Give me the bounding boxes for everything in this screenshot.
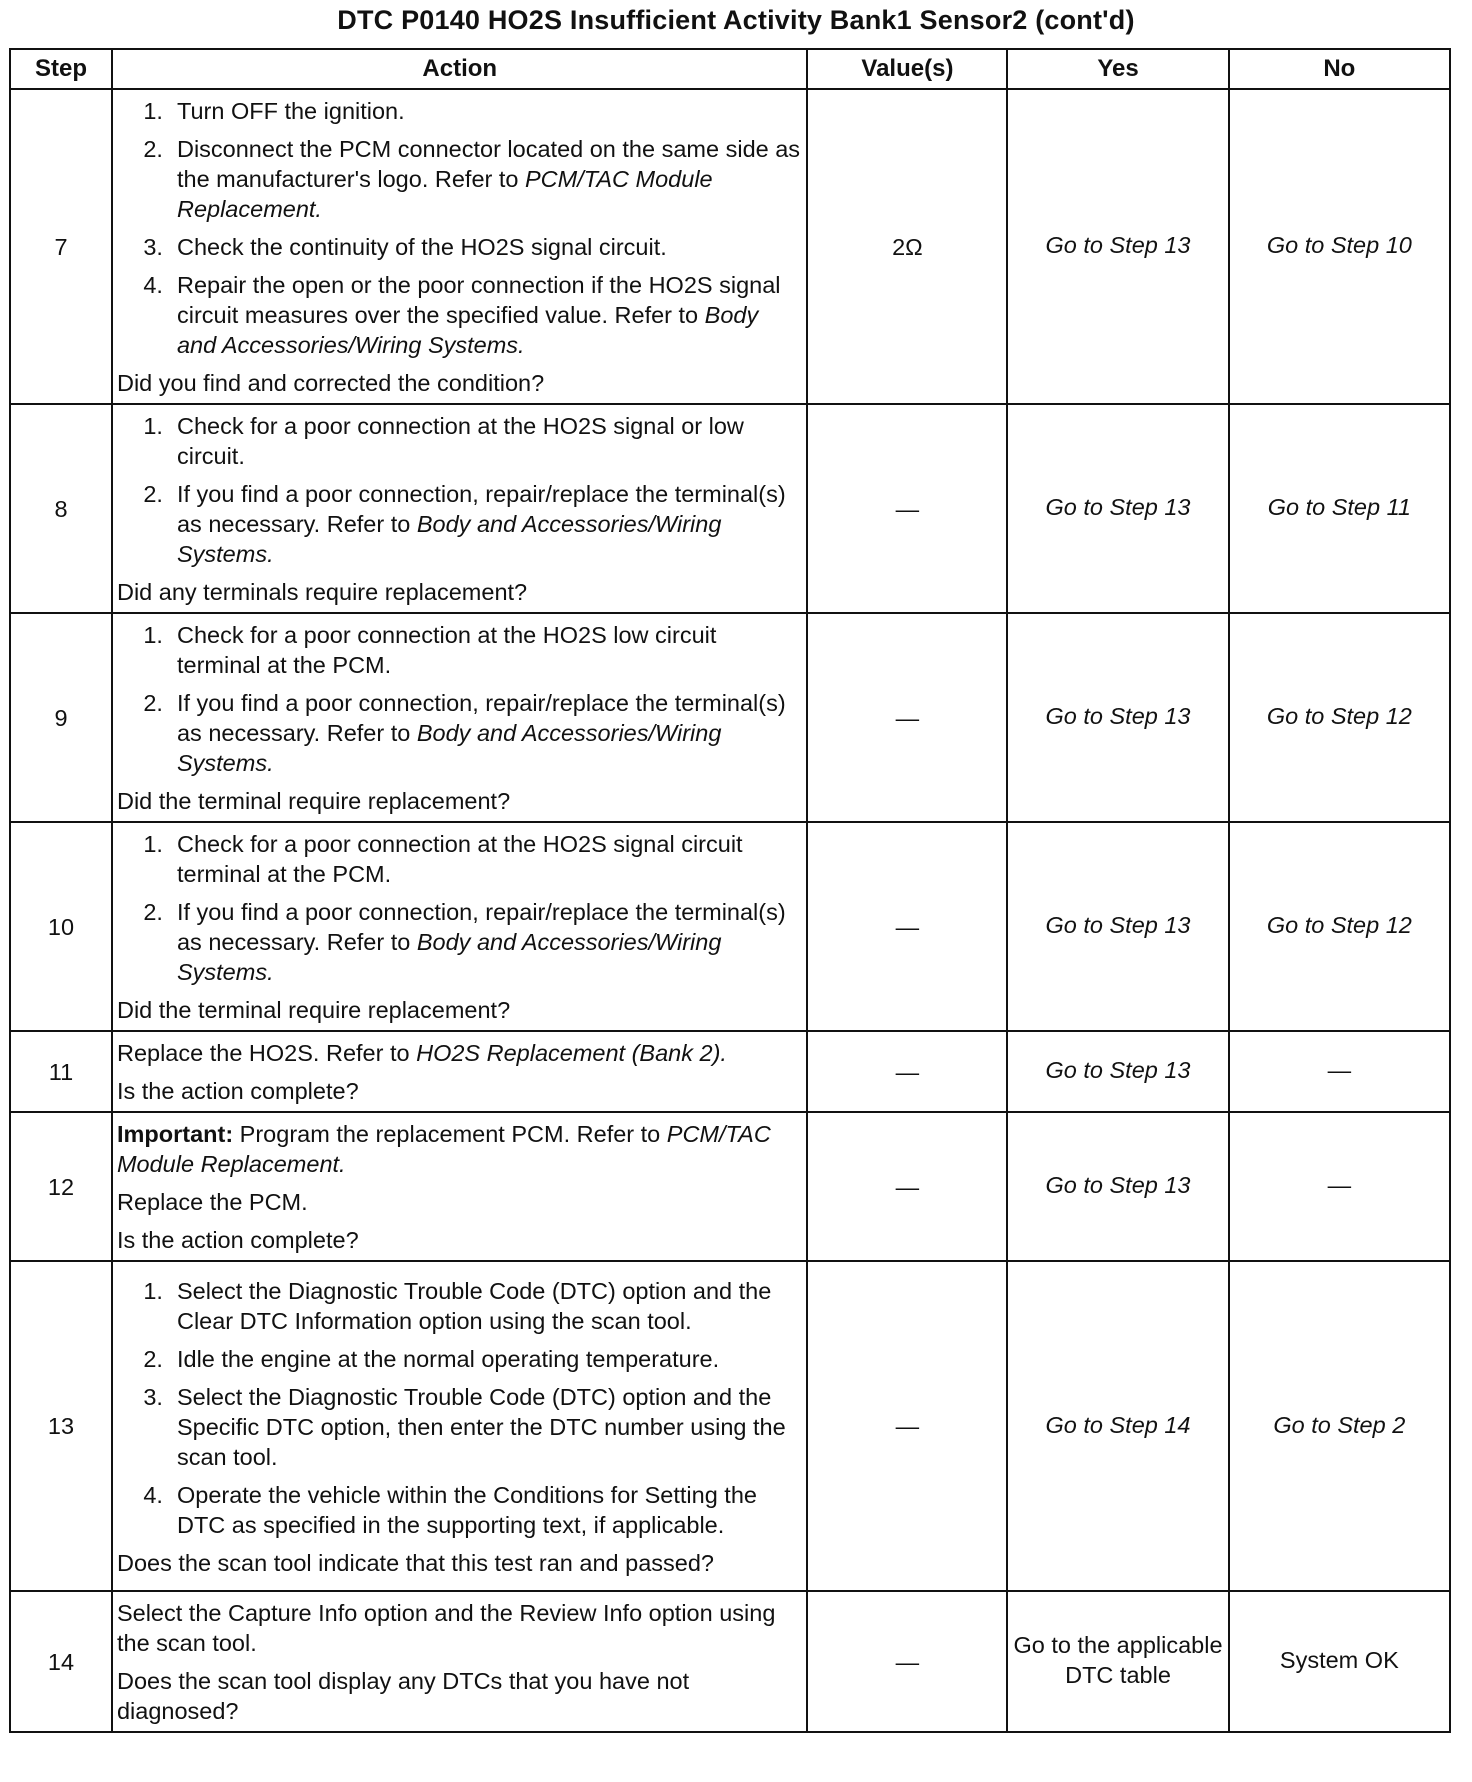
list-text: [177, 134, 803, 224]
step-number: 11: [10, 1031, 112, 1112]
list-text: [177, 829, 803, 889]
action-list-item: [117, 897, 803, 987]
list-number: 3.: [143, 1383, 163, 1410]
yes-cell: Go to the applicable DTC table: [1007, 1591, 1228, 1732]
action-list-item: [117, 829, 803, 889]
action-list-item: [117, 1480, 803, 1540]
no-cell: Go to Step 2: [1229, 1261, 1450, 1591]
yes-cell: Go to Step 13: [1007, 404, 1228, 613]
list-number: 1.: [143, 413, 163, 439]
text-run: If you find a poor connection, repair/replace the terminal(s) as necessary. Refer to: [176, 899, 786, 955]
table-row: [10, 1591, 1450, 1732]
reference-link-text: HO2S Replacement (Bank 2).: [416, 1040, 727, 1066]
header-values: Value(s): [807, 49, 1007, 89]
value-cell: —: [807, 1112, 1007, 1261]
action-list-item: [117, 479, 803, 569]
important-label: Important:: [116, 1121, 234, 1147]
list-text: [177, 897, 803, 987]
list-number: 2.: [143, 481, 163, 507]
action-list-item: [117, 1276, 803, 1336]
action-line: [117, 1038, 803, 1068]
action-line: [117, 1187, 803, 1217]
reference-link-text: Body and Accessories/Wiring Systems.: [176, 720, 722, 776]
list-text: [177, 96, 803, 126]
text-run: Select the Capture Info option and the Review Info option using the scan tool.: [116, 1600, 776, 1656]
yes-cell: Go to Step 14: [1007, 1261, 1228, 1591]
table-row: [10, 1112, 1450, 1261]
no-cell: —: [1229, 1031, 1450, 1112]
text-run: Replace the PCM.: [116, 1189, 308, 1215]
table-header-row: [10, 49, 1450, 89]
value-cell: —: [807, 613, 1007, 822]
action-line: [117, 1598, 803, 1658]
table-row: [10, 89, 1450, 404]
text-run: If you find a poor connection, repair/replace the terminal(s) as necessary. Refer to: [176, 690, 786, 746]
action-list-item: [117, 1344, 803, 1374]
action-cell: [112, 613, 808, 822]
reference-link-text: Body and Accessories/Wiring Systems.: [176, 511, 722, 567]
header-step: Step: [10, 49, 112, 89]
action-list-item: [117, 620, 803, 680]
action-cell: [112, 1261, 808, 1591]
list-number: 4.: [143, 272, 163, 298]
step-number: 9: [10, 613, 112, 822]
list-text: [177, 270, 803, 360]
action-list-item: [117, 411, 803, 471]
no-cell: Go to Step 12: [1229, 822, 1450, 1031]
dtc-table: [9, 48, 1451, 1733]
text-run: Turn OFF the ignition.: [176, 98, 405, 124]
list-number: 1.: [143, 622, 163, 648]
value-cell: —: [807, 1591, 1007, 1732]
list-number: 1.: [143, 831, 163, 857]
step-number: 8: [10, 404, 112, 613]
action-question: Did you find and corrected the condition?: [116, 370, 545, 396]
header-no: No: [1229, 49, 1450, 89]
reference-link-text: PCM/TAC Module Replacement.: [176, 166, 713, 222]
step-number: 7: [10, 89, 112, 404]
list-number: 4.: [143, 1481, 163, 1508]
no-cell: Go to Step 10: [1229, 89, 1450, 404]
step-number: 10: [10, 822, 112, 1031]
reference-link-text: Body and Accessories/Wiring Systems.: [176, 302, 759, 358]
action-list-item: [117, 232, 803, 262]
step-number: 12: [10, 1112, 112, 1261]
text-run: Repair the open or the poor connection if the HO2S signal circuit measures over the specified value. Refer to: [176, 272, 781, 328]
list-text: [177, 620, 803, 680]
header-action: Action: [112, 49, 808, 89]
action-question: Does the scan tool display any DTCs that you have not diagnosed?: [116, 1668, 690, 1724]
action-question: Is the action complete?: [116, 1078, 359, 1104]
no-cell: Go to Step 12: [1229, 613, 1450, 822]
action-question: Did any terminals require replacement?: [116, 579, 528, 605]
action-question: Is the action complete?: [116, 1227, 359, 1253]
value-cell: —: [807, 1261, 1007, 1591]
list-number: 2.: [143, 690, 163, 716]
text-run: If you find a poor connection, repair/replace the terminal(s) as necessary. Refer to: [176, 481, 786, 537]
list-text: [177, 1276, 803, 1336]
action-list-item: [117, 134, 803, 224]
reference-link-text: Body and Accessories/Wiring Systems.: [176, 929, 722, 985]
text-run: Select the Diagnostic Trouble Code (DTC) option and the Specific DTC option, then enter the DTC number using the scan tool.: [176, 1383, 786, 1470]
yes-cell: Go to Step 13: [1007, 89, 1228, 404]
table-row: [10, 822, 1450, 1031]
action-list-item: [117, 1382, 803, 1472]
list-number: 2.: [143, 1345, 163, 1372]
reference-link-text: PCM/TAC Module Replacement.: [116, 1121, 771, 1177]
step-number: 14: [10, 1591, 112, 1732]
step-number: 13: [10, 1261, 112, 1591]
list-text: [177, 688, 803, 778]
action-list-item: [117, 96, 803, 126]
text-run: Replace the HO2S. Refer to: [116, 1040, 417, 1066]
list-text: [177, 1382, 803, 1472]
table-body: [10, 89, 1450, 1732]
table-row: [10, 1261, 1450, 1591]
text-run: Disconnect the PCM connector located on the same side as the manufacturer's logo. Refer to: [176, 136, 801, 192]
action-question: Did the terminal require replacement?: [116, 788, 511, 814]
action-list-item: [117, 270, 803, 360]
table-row: [10, 404, 1450, 613]
action-question: Does the scan tool indicate that this test ran and passed?: [116, 1549, 714, 1576]
action-cell: [112, 89, 808, 404]
table-row: [10, 1031, 1450, 1112]
action-cell: [112, 1591, 808, 1732]
list-text: [177, 411, 803, 471]
action-line: [117, 1119, 803, 1179]
no-cell: —: [1229, 1112, 1450, 1261]
text-run: Check for a poor connection at the HO2S signal or low circuit.: [176, 413, 744, 469]
list-number: 2.: [143, 899, 163, 925]
value-cell: —: [807, 404, 1007, 613]
table-row: [10, 613, 1450, 822]
text-run: Select the Diagnostic Trouble Code (DTC) option and the Clear DTC Information option using the scan tool.: [176, 1277, 772, 1334]
list-text: [177, 1480, 803, 1540]
no-cell: Go to Step 11: [1229, 404, 1450, 613]
list-number: 1.: [143, 1277, 163, 1304]
list-text: [177, 479, 803, 569]
action-list-item: [117, 688, 803, 778]
text-run: Check the continuity of the HO2S signal circuit.: [176, 234, 667, 260]
text-run: Idle the engine at the normal operating temperature.: [176, 1345, 720, 1372]
action-question: Did the terminal require replacement?: [116, 997, 511, 1023]
list-number: 1.: [143, 98, 163, 124]
yes-cell: Go to Step 13: [1007, 1112, 1228, 1261]
text-run: Check for a poor connection at the HO2S signal circuit terminal at the PCM.: [176, 831, 743, 887]
list-number: 2.: [143, 136, 163, 162]
value-cell: 2Ω: [807, 89, 1007, 404]
header-yes: Yes: [1007, 49, 1228, 89]
yes-cell: Go to Step 13: [1007, 822, 1228, 1031]
list-text: [177, 1344, 803, 1374]
no-cell: System OK: [1229, 1591, 1450, 1732]
yes-cell: Go to Step 13: [1007, 613, 1228, 822]
action-cell: [112, 1112, 808, 1261]
text-run: Operate the vehicle within the Conditions for Setting the DTC as specified in the supporting text, if applicable.: [176, 1481, 757, 1538]
yes-cell: Go to Step 13: [1007, 1031, 1228, 1112]
list-number: 3.: [143, 234, 163, 260]
action-cell: [112, 1031, 808, 1112]
text-run: Check for a poor connection at the HO2S low circuit terminal at the PCM.: [176, 622, 717, 678]
page-title: DTC P0140 HO2S Insufficient Activity Bank1 Sensor2 (cont'd): [337, 5, 1135, 35]
list-text: [177, 232, 803, 262]
action-cell: [112, 404, 808, 613]
value-cell: —: [807, 1031, 1007, 1112]
value-cell: —: [807, 822, 1007, 1031]
text-run: Program the replacement PCM. Refer to: [233, 1121, 667, 1147]
action-cell: [112, 822, 808, 1031]
